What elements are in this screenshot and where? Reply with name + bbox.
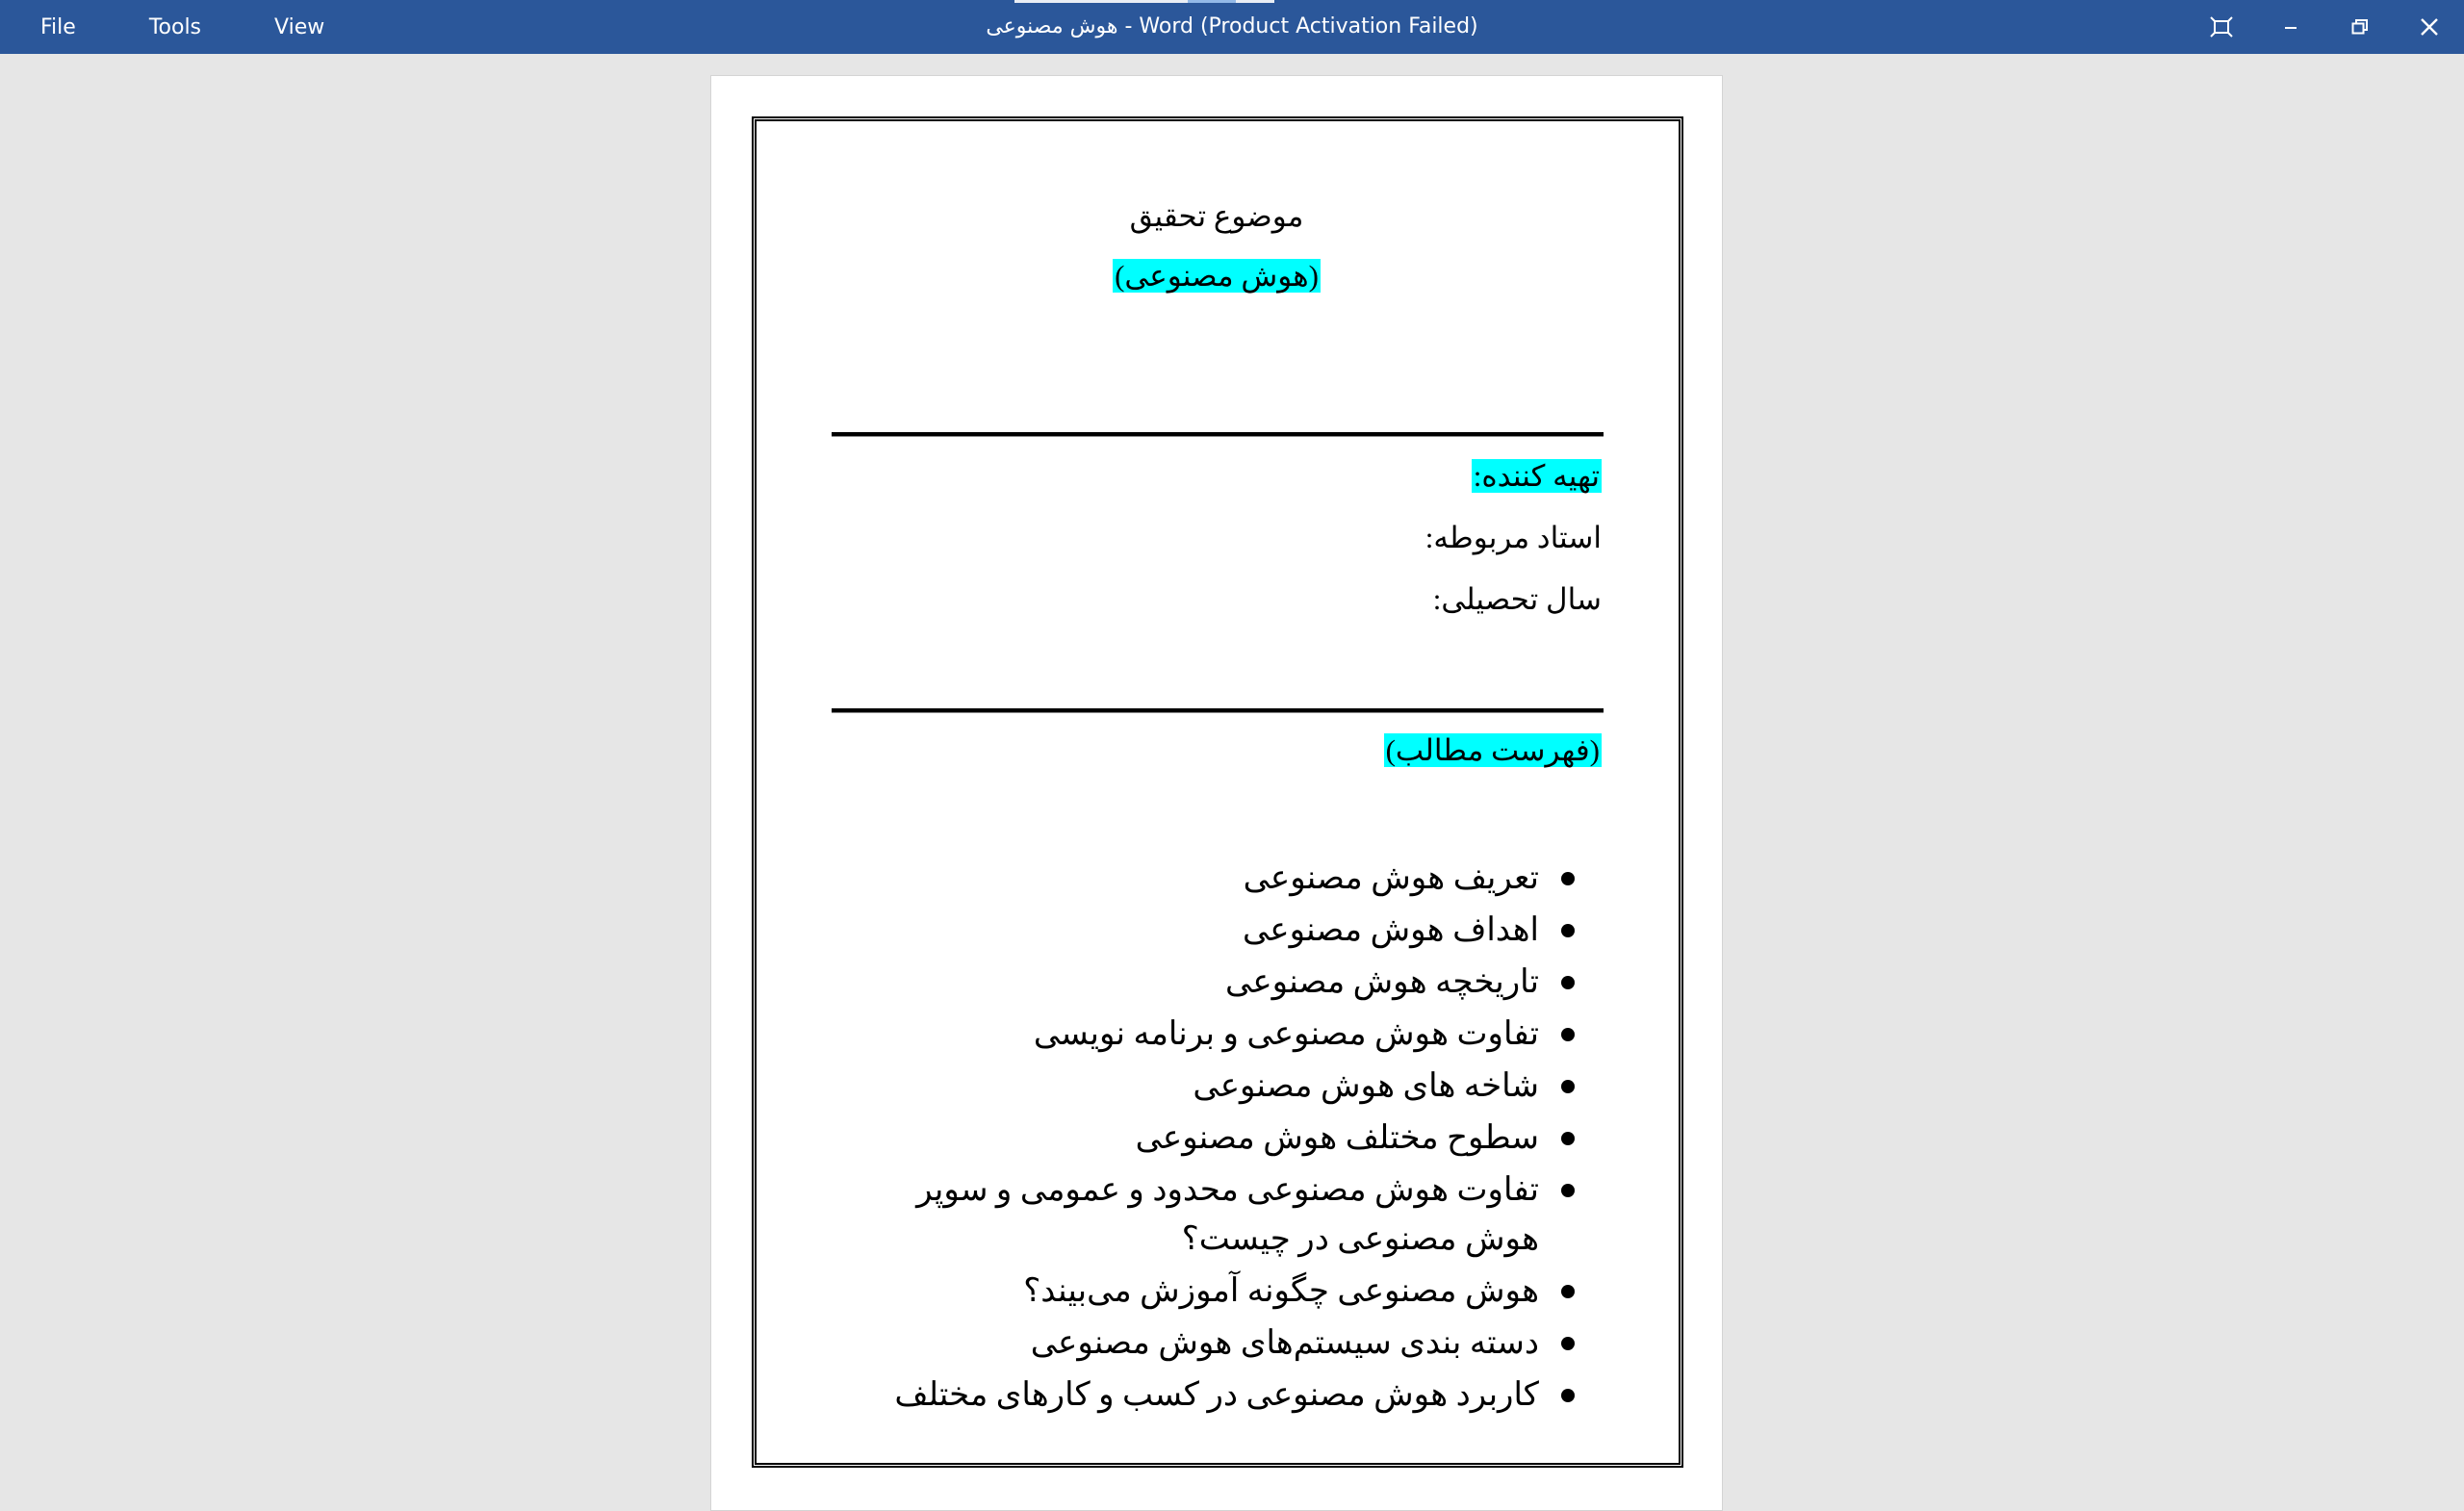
toc-item — [870, 1010, 1602, 1059]
bullet-icon — [1561, 1132, 1575, 1145]
instructor-line — [1425, 521, 1602, 555]
bullet-icon — [1561, 1184, 1575, 1197]
prepared-by-label: تهیه کننده: — [1473, 459, 1600, 493]
bullet-icon — [1561, 1389, 1575, 1402]
subject-label: موضوع تحقیق — [1129, 199, 1304, 233]
toc-item — [870, 1062, 1602, 1111]
menu-view[interactable]: View — [274, 14, 325, 39]
title-bar — [0, 0, 2464, 54]
toc-item-text: شاخه های هوش مصنوعی — [1193, 1068, 1539, 1104]
minimize-button[interactable] — [2256, 0, 2325, 54]
fit-window-icon — [2210, 16, 2233, 38]
bullet-icon — [1561, 924, 1575, 937]
menu-tools[interactable]: Tools — [148, 14, 202, 39]
toc-item — [870, 958, 1602, 1007]
toc-item — [870, 1114, 1602, 1163]
bullet-icon — [1561, 872, 1575, 885]
document-content[interactable] — [711, 76, 1722, 1510]
toc-item — [870, 854, 1602, 903]
prepared-by-line — [1472, 459, 1602, 494]
bullet-icon — [1561, 976, 1575, 989]
document-page[interactable] — [710, 75, 1723, 1511]
window-title: هوش مصنوعی - Word (Product Activation Failed) — [986, 14, 1478, 38]
minimize-icon — [2281, 17, 2300, 37]
toc-list — [870, 854, 1602, 1422]
close-icon — [2419, 16, 2440, 38]
toc-item-text: تفاوت هوش مصنوعی و برنامه نویسی — [1033, 1016, 1539, 1052]
subject-title: (هوش مصنوعی) — [1115, 259, 1319, 293]
close-button[interactable] — [2395, 0, 2464, 54]
fit-window-button[interactable] — [2187, 0, 2256, 54]
loading-indicator — [1014, 0, 1274, 3]
toc-item — [870, 906, 1602, 955]
toc-item-text: تاریخچه هوش مصنوعی — [1225, 964, 1539, 1000]
toc-item-text: تفاوت هوش مصنوعی محدود و عمومی و سوپر هوش مصنوعی در چیست؟ — [916, 1172, 1539, 1257]
academic-year-label: سال تحصیلی: — [1432, 582, 1602, 616]
restore-icon — [2350, 17, 2370, 37]
toc-item — [870, 1319, 1602, 1368]
toc-item-text: کاربرد هوش مصنوعی در کسب و کارهای مختلف — [894, 1377, 1539, 1413]
menu-bar — [0, 0, 349, 54]
menu-file[interactable]: File — [40, 14, 76, 39]
window-controls — [2187, 0, 2464, 54]
bullet-icon — [1561, 1028, 1575, 1041]
academic-year-line — [1433, 582, 1602, 617]
toc-item-text: تعریف هوش مصنوعی — [1243, 860, 1539, 896]
toc-heading-line — [1384, 733, 1602, 768]
toc-item-text: سطوح مختلف هوش مصنوعی — [1135, 1120, 1539, 1156]
bullet-icon — [1561, 1285, 1575, 1298]
toc-item — [870, 1370, 1602, 1420]
divider-line — [832, 432, 1604, 436]
toc-item-text: هوش مصنوعی چگونه آموزش می‌بیند؟ — [1023, 1273, 1539, 1309]
divider-line — [832, 708, 1604, 712]
toc-item — [870, 1165, 1602, 1264]
subject-label-line — [711, 199, 1722, 234]
toc-item-text: دسته بندی سیستم‌های هوش مصنوعی — [1030, 1325, 1539, 1361]
subject-title-line — [711, 259, 1722, 294]
toc-heading: (فهرست مطالب) — [1385, 733, 1600, 767]
instructor-label: استاد مربوطه: — [1424, 521, 1602, 554]
toc-item-text: اهداف هوش مصنوعی — [1242, 912, 1539, 948]
bullet-icon — [1561, 1337, 1575, 1350]
toc-item — [870, 1267, 1602, 1316]
restore-button[interactable] — [2325, 0, 2395, 54]
bullet-icon — [1561, 1080, 1575, 1093]
